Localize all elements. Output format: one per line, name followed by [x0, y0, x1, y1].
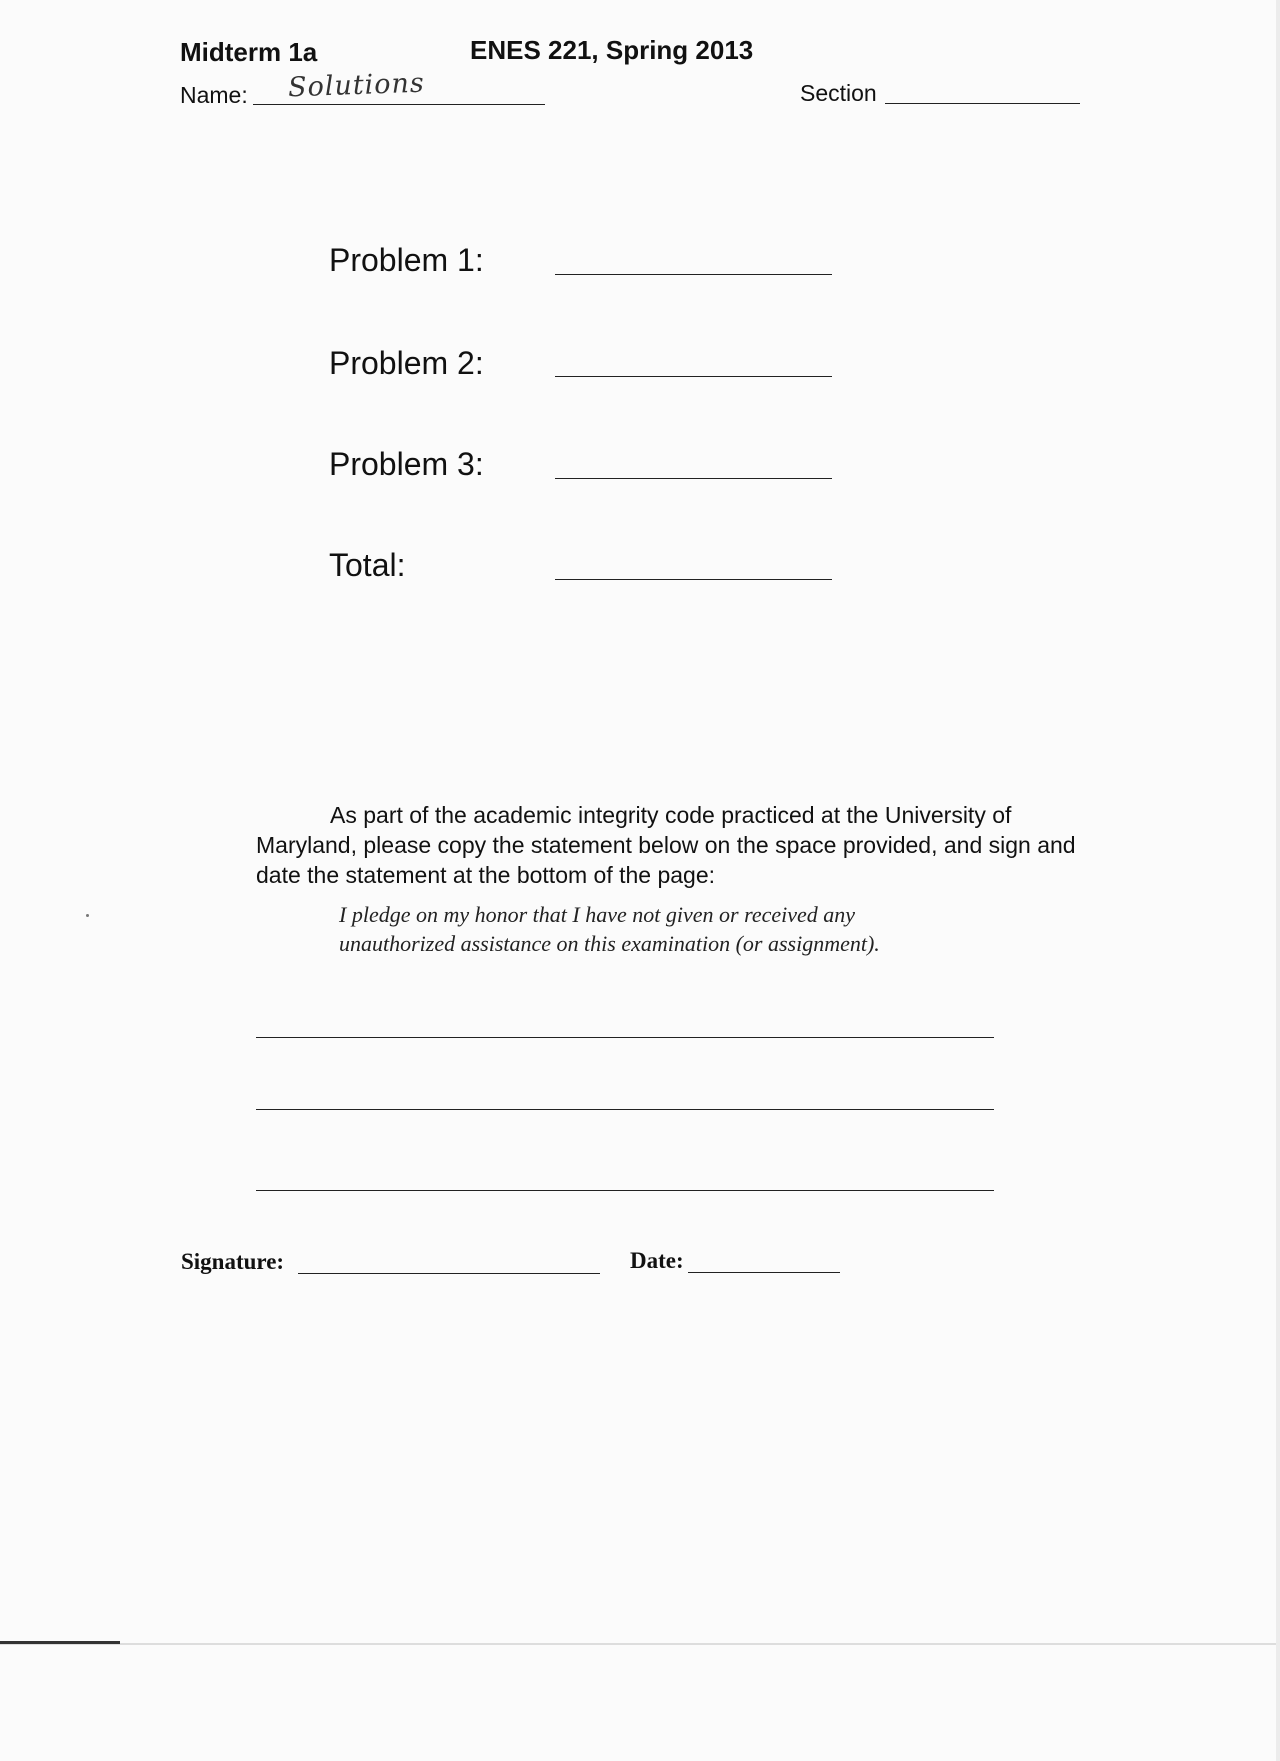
total-score-line[interactable]	[555, 579, 832, 580]
copy-line-1[interactable]	[256, 1037, 994, 1038]
pledge-line-1: I pledge on my honor that I have not given or received any	[339, 902, 856, 927]
scan-speck	[86, 914, 89, 917]
problem-2-label: Problem 2:	[329, 345, 484, 381]
signature-line[interactable]	[298, 1273, 600, 1274]
pledge-line-2: unauthorized assistance on this examination (or assignment).	[339, 931, 880, 956]
integrity-paragraph	[256, 800, 1096, 890]
page-bottom-edge	[0, 1643, 1276, 1645]
section-label: Section	[800, 80, 877, 106]
signature-label: Signature:	[181, 1249, 285, 1274]
total-label: Total:	[329, 547, 406, 583]
problem-1-label: Problem 1:	[329, 242, 484, 278]
problem-1-score-line[interactable]	[555, 274, 832, 275]
page-bottom-mark	[0, 1641, 120, 1644]
page-right-edge	[1276, 0, 1280, 1761]
date-line[interactable]	[688, 1272, 840, 1273]
course-title: ENES 221, Spring 2013	[470, 35, 754, 65]
copy-line-2[interactable]	[256, 1109, 994, 1110]
problem-2-score-line[interactable]	[555, 376, 832, 377]
date-label: Date:	[630, 1248, 684, 1273]
name-handwritten-value: Solutions	[287, 67, 426, 104]
name-line[interactable]	[253, 104, 545, 105]
pledge-statement	[339, 900, 1039, 958]
copy-line-3[interactable]	[256, 1190, 994, 1191]
integrity-text: As part of the academic integrity code practiced at the University of Maryland, please copy the statement below on the space provided, and sign and date the statement at the bottom of the page:	[256, 802, 1076, 888]
exam-title: Midterm 1a	[180, 37, 318, 67]
name-label: Name:	[180, 82, 248, 108]
problem-3-score-line[interactable]	[555, 478, 832, 479]
problem-3-label: Problem 3:	[329, 446, 484, 482]
section-line[interactable]	[885, 103, 1080, 104]
